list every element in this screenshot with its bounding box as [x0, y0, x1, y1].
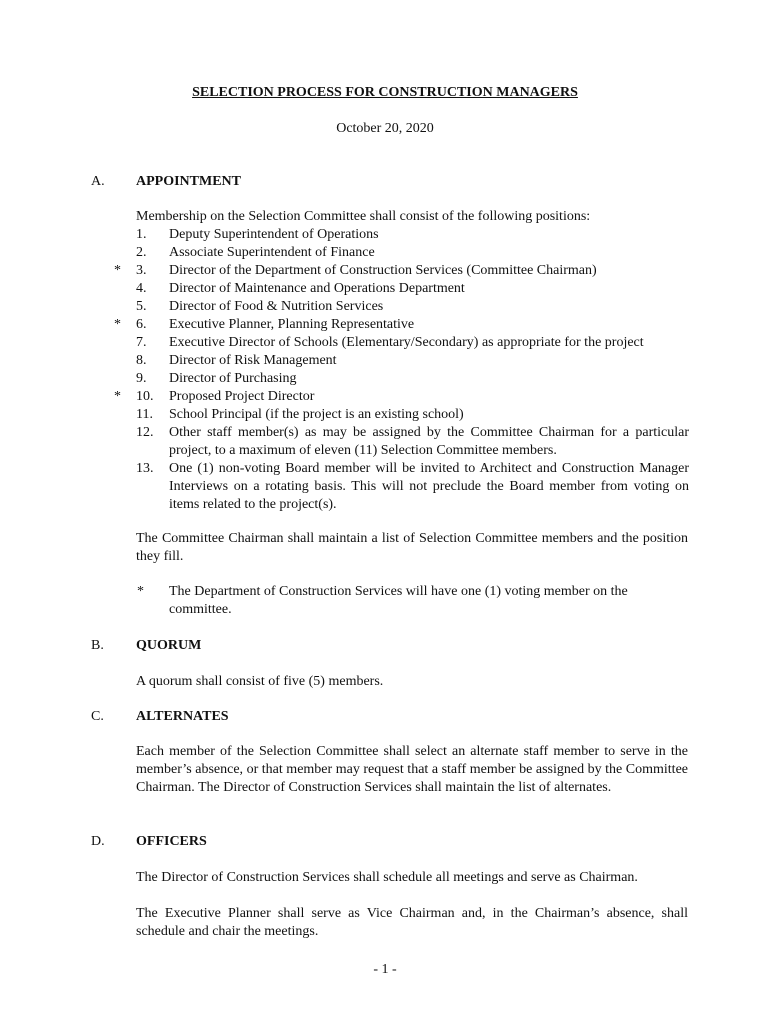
- note-asterisk: *: [137, 584, 144, 599]
- list-item-number: 9.: [136, 371, 147, 386]
- section-d-text-2: The Executive Planner shall serve as Vice Chairman and, in the Chairman’s absence, shall schedule and chair the meetings.: [136, 906, 688, 939]
- document-title: SELECTION PROCESS FOR CONSTRUCTION MANAGERS: [192, 85, 578, 100]
- section-a-letter: A.: [91, 174, 105, 189]
- list-item-number: 5.: [136, 299, 147, 314]
- section-a-closing: The Committee Chairman shall maintain a list of Selection Committee members and the position they fill.: [136, 531, 688, 564]
- list-item-number: 8.: [136, 353, 147, 368]
- list-item-number: 6.: [136, 317, 147, 332]
- section-a-note: The Department of Construction Services will have one (1) voting member on the committee.: [169, 584, 628, 617]
- list-item-text: Associate Superintendent of Finance: [169, 245, 375, 260]
- list-item-number: 3.: [136, 263, 147, 278]
- list-item-number: 7.: [136, 335, 147, 350]
- list-item-text: Director of Maintenance and Operations Department: [169, 281, 465, 296]
- section-c-text: Each member of the Selection Committee shall select an alternate staff member to serve in the member’s absence, or that member may request that a staff member be assigned by the Committee Chairman. The Director of Construction Services shall maintain the list of alternates.: [136, 744, 688, 795]
- list-item-text: Director of Purchasing: [169, 371, 297, 386]
- list-item-text: Executive Director of Schools (Elementary/Secondary) as appropriate for the project: [169, 335, 644, 350]
- item-asterisk: *: [114, 389, 121, 404]
- section-b-letter: B.: [91, 638, 104, 653]
- list-item-text: School Principal (if the project is an existing school): [169, 407, 464, 422]
- section-c-letter: C.: [91, 709, 104, 724]
- page-number: - 1 -: [373, 962, 397, 977]
- list-item-number: 13.: [136, 461, 154, 476]
- item-asterisk: *: [114, 263, 121, 278]
- section-b-text: A quorum shall consist of five (5) members.: [136, 674, 384, 689]
- list-item-number: 4.: [136, 281, 147, 296]
- section-c-heading: ALTERNATES: [136, 709, 229, 724]
- document-date: October 20, 2020: [336, 121, 434, 136]
- section-d-text-1: The Director of Construction Services shall schedule all meetings and serve as Chairman.: [136, 870, 638, 885]
- list-item-text: Director of the Department of Construction Services (Committee Chairman): [169, 263, 597, 278]
- list-item-text: Proposed Project Director: [169, 389, 315, 404]
- list-item-text: Other staff member(s) as may be assigned by the Committee Chairman for a particular project, to a maximum of eleven (11) Selection Committee members.: [169, 425, 689, 458]
- list-item-text: Executive Planner, Planning Representative: [169, 317, 415, 332]
- section-d-letter: D.: [91, 834, 105, 849]
- section-b-heading: QUORUM: [136, 638, 202, 653]
- list-item-text: One (1) non-voting Board member will be invited to Architect and Construction Manager Interviews on a rotating basis. This will not preclude the Board member from voting on items related to the project(s).: [169, 461, 689, 512]
- list-item-text: Deputy Superintendent of Operations: [169, 227, 379, 242]
- list-item-text: Director of Food & Nutrition Services: [169, 299, 384, 314]
- list-item-text: Director of Risk Management: [169, 353, 337, 368]
- list-item-number: 11.: [136, 407, 153, 422]
- list-item-number: 2.: [136, 245, 147, 260]
- list-item-number: 1.: [136, 227, 147, 242]
- list-item-number: 10.: [136, 389, 154, 404]
- list-item-number: 12.: [136, 425, 154, 440]
- item-asterisk: *: [114, 317, 121, 332]
- section-a-intro: Membership on the Selection Committee shall consist of the following positions:: [136, 209, 591, 224]
- section-a-heading: APPOINTMENT: [136, 174, 241, 189]
- section-d-heading: OFFICERS: [136, 834, 207, 849]
